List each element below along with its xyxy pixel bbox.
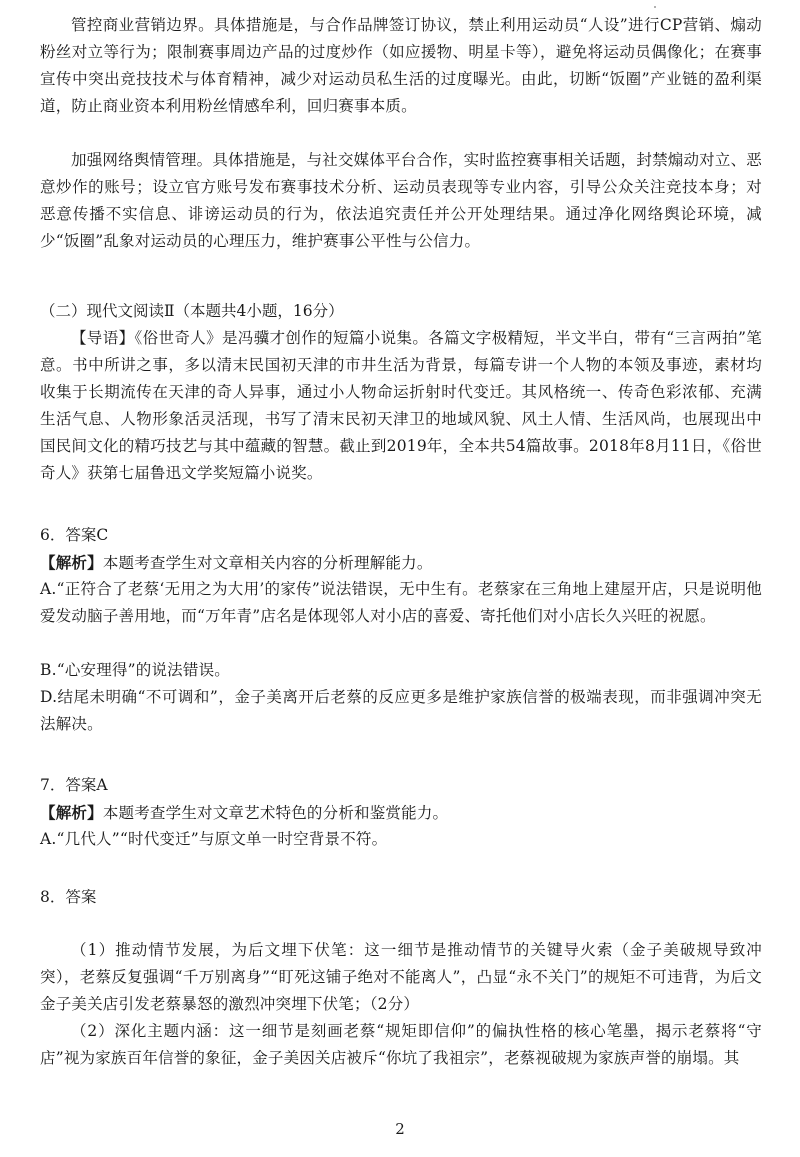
q7-answer: 7．答案A <box>40 776 108 794</box>
section-title: （二）现代文阅读Ⅱ（本题共4小题，16分） <box>40 302 344 320</box>
q8-answer: 8．答案 <box>40 888 97 906</box>
q7-option-a: A.“几代人”“时代变迁”与原文单一时空背景不符。 <box>40 830 388 848</box>
page-number: 2 <box>395 1120 405 1138</box>
q7-analysis-label: 【解析】 <box>40 803 103 822</box>
guide-paragraph <box>40 325 762 487</box>
q8-item-2: （2）深化主题内涵：这一细节是刻画老蔡“规矩即信仰”的偏执性格的核心笔墨，揭示老蔡将“守店”视为家族百年信誉的象征，金子美因关店被斥“你坑了我祖宗”，老蔡视破规为家族声誉的崩塌。其 <box>40 1022 762 1067</box>
scan-speck <box>654 6 656 8</box>
q6-analysis-text: 本题考查学生对文章相关内容的分析理解能力。 <box>102 554 433 572</box>
q6-option-b: B.“心安理得”的说法错误。 <box>40 661 230 679</box>
q6-option-a: A.“正符合了老蔡‘无用之为大用’的家传”说法错误，无中生有。老蔡家在三角地上建屋开店，只是说明他爱发动脑子善用地，而“万年青”店名是体现邻人对小店的喜爱、寄托他们对小店长久兴旺的祝愿。 <box>40 580 762 625</box>
paragraph-network: 加强网络舆情管理。具体措施是，与社交媒体平台合作，实时监控赛事相关话题，封禁煽动对立、恶意炒作的账号；设立官方账号发布赛事技术分析、运动员表现等专业内容，引导公众关注竞技本身；对恶意传播不实信息、诽谤运动员的行为，依法追究责任并公开处理结果。通过净化网络舆论环境，减少“饭圈”乱象对运动员的心理压力，维护赛事公平性与公信力。 <box>40 151 762 250</box>
paragraph-marketing: 管控商业营销边界。具体措施是，与合作品牌签订协议，禁止利用运动员“人设”进行CP营销、煽动粉丝对立等行为；限制赛事周边产品的过度炒作（如应援物、明星卡等），避免将运动员偶像化；在赛事宣传中突出竞技技术与体育精神，减少对运动员私生活的过度曝光。由此，切断“饭圈”产业链的盈利渠道，防止商业资本利用粉丝情感牟利，回归赛事本质。 <box>40 16 762 115</box>
guide-text: 《俗世奇人》是冯骥才创作的短篇小说集。各篇文字极精短，半文半白，带有“三言两拍”笔意。书中所讲之事，多以清末民国初天津的市井生活为背景，每篇专讲一个人物的本领及事迹，素材均收集于长期流传在天津的奇人异事，通过小人物命运折射时代变迁。其风格统一、传奇色彩浓郁、充满生活气息、人物形象活灵活现，书写了清末民初天津卫的地域风貌、风土人情、生活风尚，也展现出中国民间文化的精巧技艺与其中蕴藏的智慧。截止到2019年，全本共54篇故事。2018年8月11日，《俗世奇人》获第七届鲁迅文学奖短篇小说奖。 <box>40 329 762 482</box>
q6-analysis <box>40 549 762 577</box>
q6-analysis-label: 【解析】 <box>40 553 103 572</box>
q8-item-1: （1）推动情节发展，为后文埋下伏笔：这一细节是推动情节的关键导火索（金子美破规导致冲突），老蔡反复强调“千万别离身”“盯死这铺子绝对不能离人”，凸显“永不关门”的规矩不可违背，为后文金子美关店引发老蔡暴怒的激烈冲突埋下伏笔；（2分） <box>40 941 762 1013</box>
guide-label: 【导语】 <box>71 329 135 347</box>
q7-analysis-text: 本题考查学生对文章艺术特色的分析和鉴赏能力。 <box>102 804 449 822</box>
q6-option-d: D.结尾未明确“不可调和”，金子美离开后老蔡的反应更多是维护家族信誉的极端表现，而非强调冲突无法解决。 <box>40 688 762 733</box>
q6-answer: 6．答案C <box>40 526 109 544</box>
q7-analysis <box>40 799 762 827</box>
